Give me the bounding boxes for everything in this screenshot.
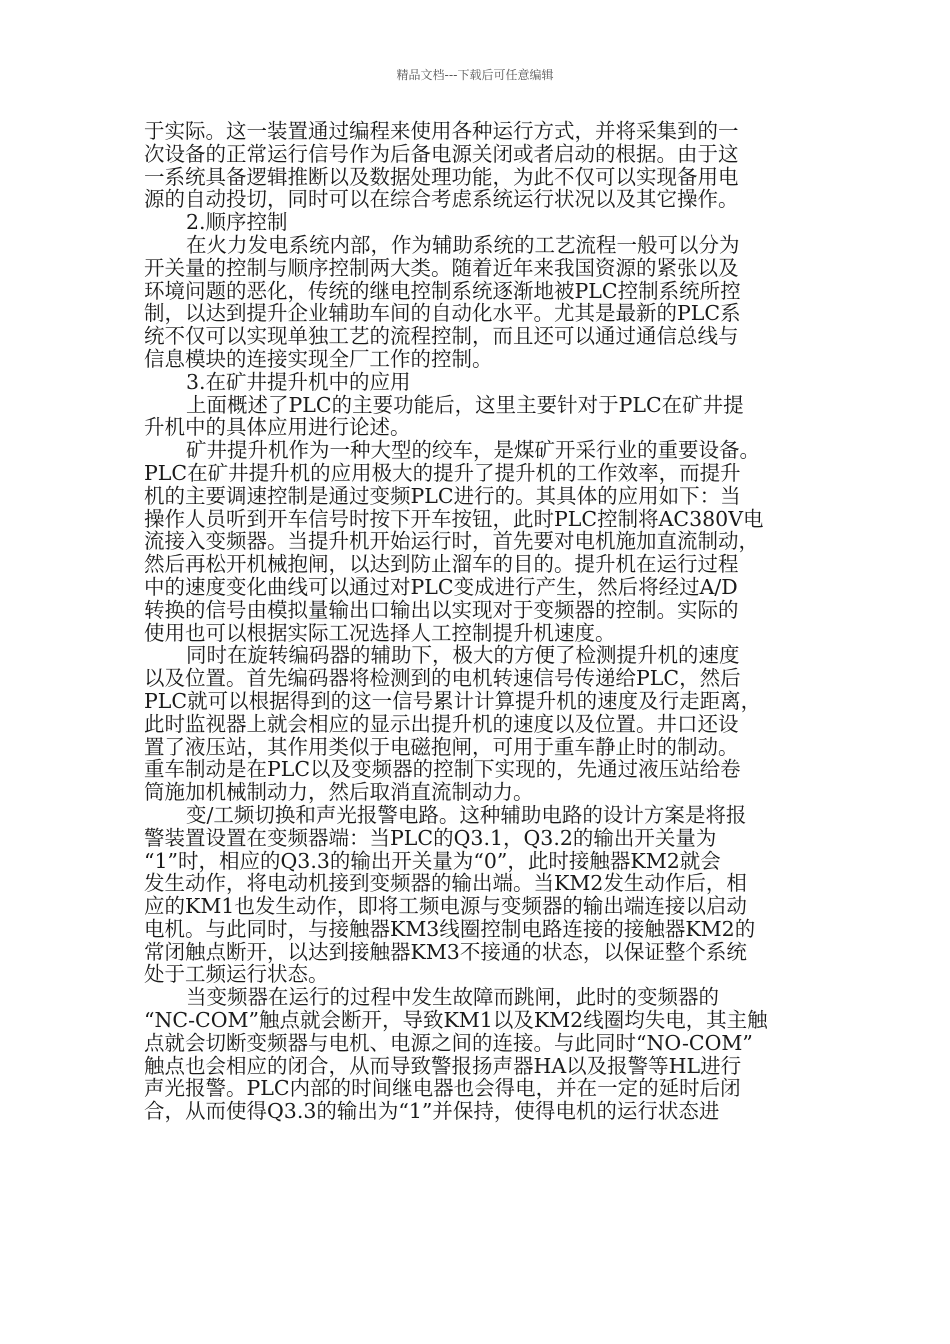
text-line: 环境问题的恶化，传统的继电控制系统逐渐地被PLC控制系统所控 <box>144 278 741 303</box>
text-line: 矿井提升机作为一种大型的绞车，是煤矿开采行业的重要设备。 <box>186 438 760 463</box>
text-line: 中的速度变化曲线可以通过对PLC变成进行产生，然后将经过A/D <box>144 574 738 599</box>
text-line: “NC-COM”触点就会断开，导致KM1以及KM2线圈均失电，其主触 <box>144 1008 768 1033</box>
text-line: 操作人员听到开车信号时按下开车按钮，此时PLC控制将AC380V电 <box>144 506 764 531</box>
text-line: 重车制动是在PLC以及变频器的控制下实现的，先通过液压站给卷 <box>144 757 741 782</box>
text-line: 制，以达到提升企业辅助车间的自动化水平。尤其是最新的PLC系 <box>144 301 741 326</box>
text-line: 转换的信号由模拟量输出口输出以实现对于变频器的控制。实际的 <box>144 597 739 622</box>
text-line: 上面概述了PLC的主要功能后，这里主要针对于PLC在矿井提 <box>186 392 744 417</box>
text-line: 处于工频运行状态。 <box>144 962 329 987</box>
text-line: 流接入变频器。当提升机开始运行时，首先要对电机施加直流制动， <box>144 529 759 554</box>
text-line: 同时在旋转编码器的辅助下，极大的方便了检测提升机的速度 <box>186 643 740 668</box>
text-line: 2.顺序控制 <box>186 210 288 235</box>
text-line: 以及位置。首先编码器将检测到的电机转速信号传递给PLC，然后 <box>144 666 741 691</box>
document-body <box>144 120 804 1123</box>
text-line: 合，从而使得Q3.3的输出为“1”并保持，使得电机的运行状态进 <box>144 1099 720 1124</box>
text-line: PLC在矿井提升机的应用极大的提升了提升机的工作效率，而提升 <box>144 460 741 485</box>
text-line: 次设备的正常运行信号作为后备电源关闭或者启动的根据。由于这 <box>144 141 739 166</box>
text-line: 点就会切断变频器与电机、电源之间的连接。与此同时“NO-COM” <box>144 1030 753 1055</box>
text-line: 在火力发电系统内部，作为辅助系统的工艺流程一般可以分为 <box>186 232 740 257</box>
text-line: 声光报警。PLC内部的时间继电器也会得电，并在一定的延时后闭 <box>144 1076 741 1101</box>
text-line: 开关量的控制与顺序控制两大类。随着近年来我国资源的紧张以及 <box>144 255 739 280</box>
text-line: 应的KM1也发生动作，即将工频电源与变频器的输出端连接以启动 <box>144 894 747 919</box>
text-line: 此时监视器上就会相应的显示出提升机的速度以及位置。井口还设 <box>144 711 739 736</box>
text-line: 置了液压站，其作用类似于电磁抱闸，可用于重车静止时的制动。 <box>144 734 739 759</box>
page-header: 精品文档---下载后可任意编辑 <box>396 68 554 82</box>
text-line: 统不仅可以实现单独工艺的流程控制，而且还可以通过通信总线与 <box>144 324 739 349</box>
text-line: 于实际。这一装置通过编程来使用各种运行方式，并将采集到的一 <box>144 119 739 143</box>
text-line: 筒施加机械制动力，然后取消直流制动力。 <box>144 780 534 805</box>
text-line: 信息模块的连接实现全厂工作的控制。 <box>144 346 493 371</box>
text-line: 机的主要调速控制是通过变频PLC进行的。其具体的应用如下：当 <box>144 483 741 508</box>
text-line: 3.在矿井提升机中的应用 <box>186 369 411 394</box>
text-line: PLC就可以根据得到的这一信号累计计算提升机的速度及行走距离， <box>144 688 762 713</box>
text-line: 升机中的具体应用进行论述。 <box>144 415 411 440</box>
text-line: 警装置设置在变频器端：当PLC的Q3.1，Q3.2的输出开关量为 <box>144 825 717 850</box>
text-line: 源的自动投切，同时可以在综合考虑系统运行状况以及其它操作。 <box>144 187 739 212</box>
text-line: 常闭触点断开，以达到接触器KM3不接通的状态，以保证整个系统 <box>144 939 747 964</box>
text-line: 发生动作，将电动机接到变频器的输出端。当KM2发生动作后，相 <box>144 871 747 896</box>
text-line: 然后再松开机械抱闸，以达到防止溜车的目的。提升机在运行过程 <box>144 552 739 577</box>
text-line: 电机。与此同时，与接触器KM3线圈控制电路连接的接触器KM2的 <box>144 916 756 941</box>
text-line: 一系统具备逻辑推断以及数据处理功能，为此不仅可以实现备用电 <box>144 164 739 189</box>
text-line: 使用也可以根据实际工况选择人工控制提升机速度。 <box>144 620 616 645</box>
text-line: 当变频器在运行的过程中发生故障而跳闸，此时的变频器的 <box>186 985 719 1010</box>
text-line: “1”时，相应的Q3.3的输出开关量为“0”，此时接触器KM2就会 <box>144 848 721 873</box>
text-line: 触点也会相应的闭合，从而导致警报扬声器HA以及报警等HL进行 <box>144 1053 742 1078</box>
text-line: 变/工频切换和声光报警电路。这种辅助电路的设计方案是将报 <box>186 802 747 827</box>
